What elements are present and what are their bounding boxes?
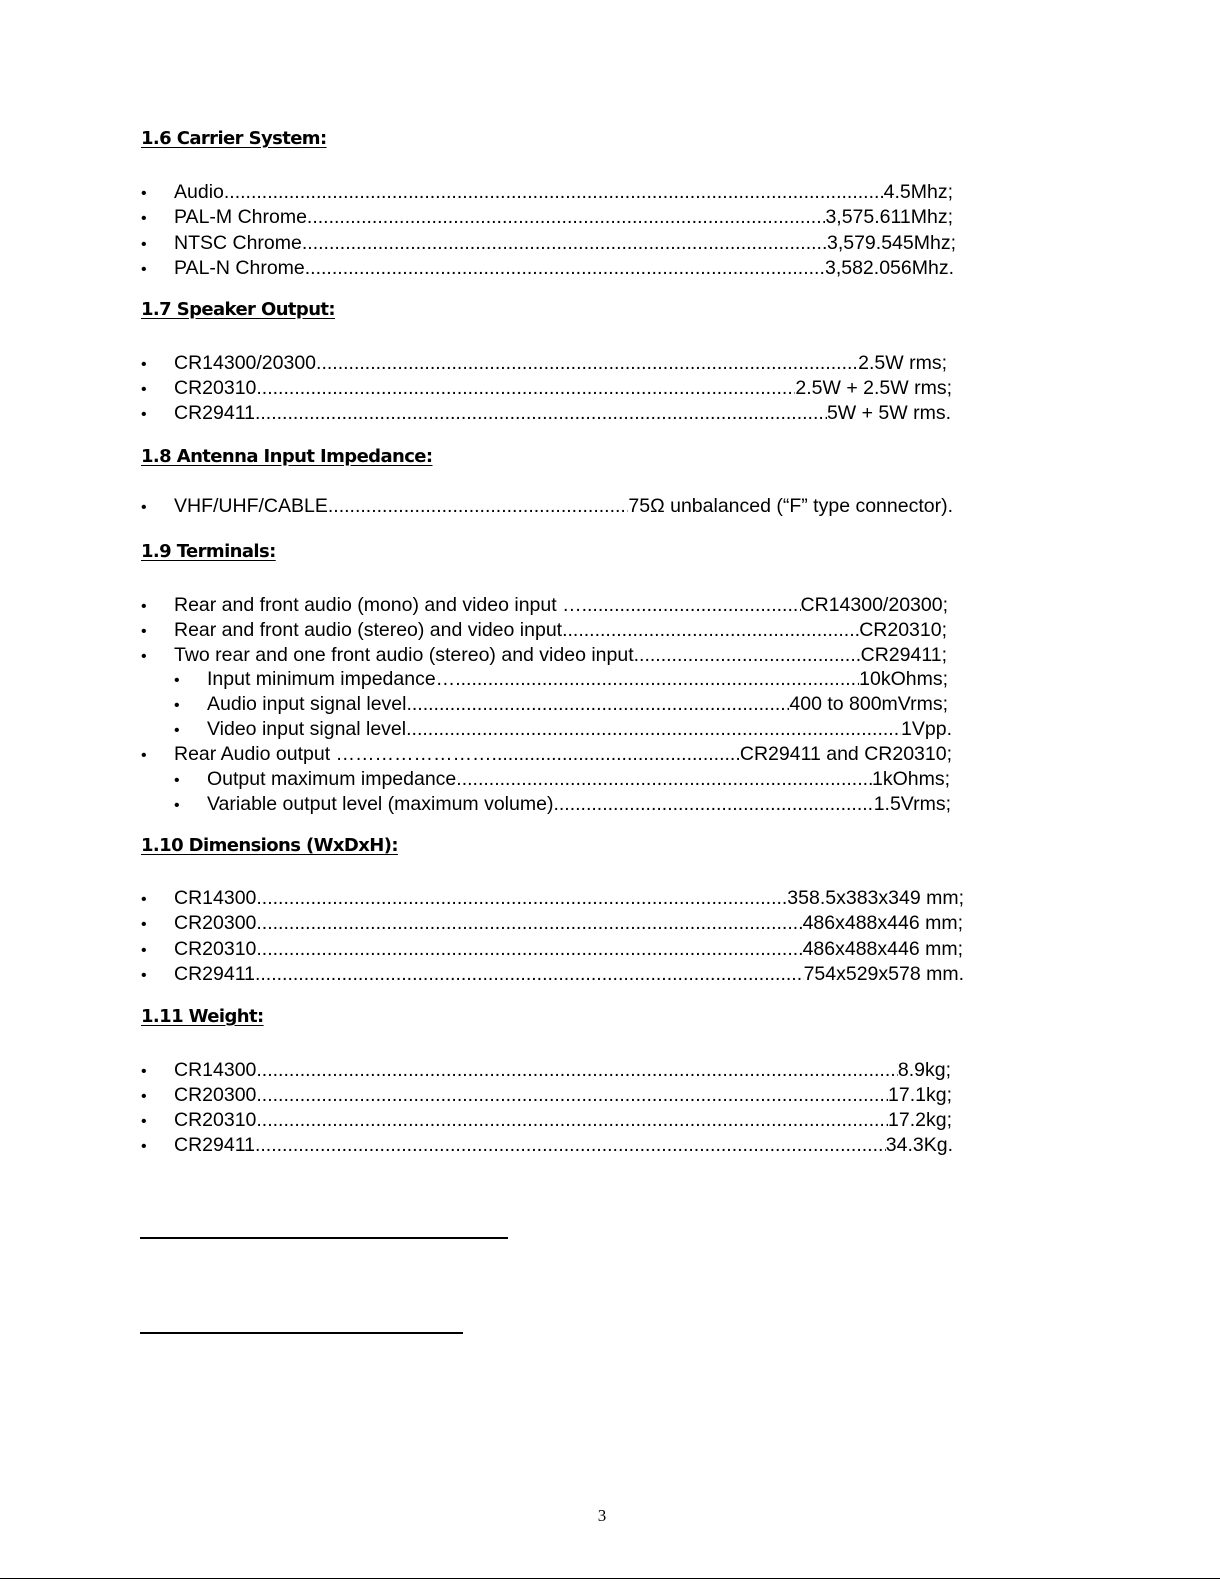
spec-row-cr29411 <box>141 401 951 425</box>
bullet-icon: • <box>141 381 147 398</box>
spec-value: 400 to 800mVrms; <box>789 693 948 715</box>
spec-label: Variable output level (maximum volume) <box>207 793 554 815</box>
section-heading-weight: 1.11 Weight: <box>141 1006 264 1027</box>
dot-leader <box>305 256 825 280</box>
dot-leader <box>302 231 827 255</box>
spec-value: 486x488x446 mm; <box>802 938 963 960</box>
bullet-icon: • <box>141 1113 147 1130</box>
dot-leader <box>256 1083 888 1107</box>
spec-row-cr20310 <box>141 376 952 400</box>
bullet-icon: • <box>141 747 147 764</box>
bullet-icon: • <box>174 722 180 739</box>
dot-leader <box>455 667 859 691</box>
spec-row-dim-cr20300 <box>141 911 963 935</box>
spec-value: 1kOhms; <box>871 768 950 790</box>
spec-value: 17.2kg; <box>888 1109 952 1131</box>
page-edge-divider <box>0 1578 1220 1579</box>
spec-label: CR20310 <box>174 1109 257 1131</box>
bullet-icon: • <box>141 185 147 202</box>
spec-label: CR29411 <box>174 963 255 985</box>
horizontal-rule <box>140 1237 508 1239</box>
spec-label: Audio <box>174 181 224 203</box>
spec-value: 2.5W rms; <box>858 352 947 374</box>
spec-row-dim-cr20310 <box>141 937 963 961</box>
section-heading-dimensions: 1.10 Dimensions (WxDxH): <box>141 835 398 856</box>
spec-row-input-minimum-impedance <box>174 667 948 691</box>
dot-leader <box>256 937 802 961</box>
dot-leader <box>456 767 872 791</box>
spec-value: CR20310; <box>859 619 947 641</box>
dot-leader <box>316 351 858 375</box>
spec-value: 1.5Vrms; <box>873 793 951 815</box>
spec-row-weight-cr20310 <box>141 1108 952 1132</box>
dot-leader <box>562 618 859 642</box>
section-heading-carrier-system: 1.6 Carrier System: <box>141 128 327 149</box>
spec-row-video-input-signal-level <box>174 717 952 741</box>
spec-value: 3,579.545Mhz; <box>826 232 956 254</box>
spec-value: CR14300/20300; <box>800 594 948 616</box>
dot-leader <box>255 401 827 425</box>
bullet-icon: • <box>141 916 147 933</box>
spec-label: Rear and front audio (mono) and video input … <box>174 594 582 616</box>
bullet-icon: • <box>141 598 147 615</box>
spec-row-output-maximum-impedance <box>174 767 950 791</box>
section-heading-terminals: 1.9 Terminals: <box>141 541 276 562</box>
spec-value: 34.3Kg. <box>885 1134 953 1156</box>
bullet-icon: • <box>141 891 147 908</box>
dot-leader <box>224 180 884 204</box>
bullet-icon: • <box>141 648 147 665</box>
bullet-icon: • <box>174 797 180 814</box>
spec-row-dim-cr14300 <box>141 886 964 910</box>
dot-leader <box>256 1058 897 1082</box>
dot-leader <box>497 742 740 766</box>
dot-leader <box>256 376 795 400</box>
dot-leader <box>406 717 901 741</box>
spec-value: 5W + 5W rms. <box>826 402 951 424</box>
spec-label: PAL-M Chrome <box>174 206 307 228</box>
spec-label: Two rear and one front audio (stereo) and video input <box>174 644 634 666</box>
bullet-icon: • <box>141 356 147 373</box>
bullet-icon: • <box>141 261 147 278</box>
spec-value: 3,575.611Mhz; <box>825 206 953 228</box>
bullet-icon: • <box>141 406 147 423</box>
bullet-icon: • <box>141 942 147 959</box>
spec-row-vhf-uhf-cable <box>141 494 953 518</box>
bullet-icon: • <box>141 1088 147 1105</box>
spec-value: CR29411 and CR20310; <box>739 743 952 765</box>
dot-leader <box>256 1108 888 1132</box>
spec-row-stereo-input <box>141 618 947 642</box>
spec-label: Rear and front audio (stereo) and video input <box>174 619 563 641</box>
bullet-icon: • <box>141 967 147 984</box>
dot-leader <box>634 643 861 667</box>
section-heading-speaker-output: 1.7 Speaker Output: <box>141 299 336 320</box>
bullet-icon: • <box>174 672 180 689</box>
spec-value: 754x529x578 mm. <box>803 963 964 985</box>
spec-label: Video input signal level <box>207 718 407 740</box>
dot-leader <box>256 886 787 910</box>
spec-row-weight-cr29411 <box>141 1133 953 1157</box>
spec-label: CR20310 <box>174 377 257 399</box>
bullet-icon: • <box>141 623 147 640</box>
page-number: 3 <box>597 1506 607 1525</box>
spec-row-ntsc-chrome <box>141 231 956 255</box>
spec-label: Audio input signal level <box>207 693 407 715</box>
spec-value: 17.1kg; <box>888 1084 952 1106</box>
spec-row-cr14300-20300 <box>141 351 947 375</box>
spec-label: NTSC Chrome <box>174 232 302 254</box>
dot-leader <box>307 205 826 229</box>
spec-value: 8.9kg; <box>897 1059 951 1081</box>
bullet-icon: • <box>174 697 180 714</box>
dot-leader <box>255 1133 886 1157</box>
spec-value: 75Ω unbalanced (“F” type connector). <box>628 495 953 517</box>
spec-label: CR20300 <box>174 1084 257 1106</box>
dot-leader <box>256 911 802 935</box>
spec-label: VHF/UHF/CABLE <box>174 495 328 517</box>
spec-value: 486x488x446 mm; <box>802 912 963 934</box>
bullet-icon: • <box>141 236 147 253</box>
spec-label: CR20300 <box>174 912 257 934</box>
spec-label: CR29411 <box>174 402 255 424</box>
bullet-icon: • <box>174 772 180 789</box>
bullet-icon: • <box>141 210 147 227</box>
spec-label: PAL-N Chrome <box>174 257 305 279</box>
spec-label: Output maximum impedance <box>207 768 457 790</box>
spec-label: CR14300 <box>174 1059 257 1081</box>
spec-value: 358.5x383x349 mm; <box>787 887 964 909</box>
spec-row-pal-m-chrome <box>141 205 953 229</box>
spec-row-mono-input <box>141 593 948 617</box>
horizontal-rule <box>140 1332 463 1334</box>
spec-row-audio-input-signal-level <box>174 692 948 716</box>
spec-row-pal-n-chrome <box>141 256 954 280</box>
spec-row-variable-output-level <box>174 792 951 816</box>
spec-label: Input minimum impedance… <box>207 668 456 690</box>
spec-value: 10kOhms; <box>859 668 948 690</box>
spec-value: 1Vpp. <box>901 718 952 740</box>
bullet-icon: • <box>141 1138 147 1155</box>
spec-label: CR20310 <box>174 938 257 960</box>
spec-value: CR29411; <box>860 644 947 666</box>
spec-label: CR14300 <box>174 887 257 909</box>
spec-label: CR14300/20300 <box>174 352 317 374</box>
spec-value: 4.5Mhz; <box>883 181 953 203</box>
spec-value: 2.5W + 2.5W rms; <box>795 377 952 399</box>
spec-label: Rear Audio output ……………………. <box>174 743 497 765</box>
dot-leader <box>406 692 789 716</box>
bullet-icon: • <box>141 499 147 516</box>
dot-leader <box>582 593 801 617</box>
spec-row-weight-cr20300 <box>141 1083 952 1107</box>
section-heading-antenna-input-impedance: 1.8 Antenna Input Impedance: <box>141 446 433 467</box>
dot-leader <box>328 494 629 518</box>
bullet-icon: • <box>141 1063 147 1080</box>
spec-label: CR29411 <box>174 1134 255 1156</box>
spec-value: 3,582.056Mhz. <box>824 257 954 279</box>
spec-row-weight-cr14300 <box>141 1058 951 1082</box>
spec-row-two-rear-one-front-input <box>141 643 947 667</box>
spec-row-dim-cr29411 <box>141 962 964 986</box>
spec-row-audio <box>141 180 953 204</box>
dot-leader <box>553 792 873 816</box>
spec-row-rear-audio-output <box>141 742 952 766</box>
dot-leader <box>255 962 804 986</box>
